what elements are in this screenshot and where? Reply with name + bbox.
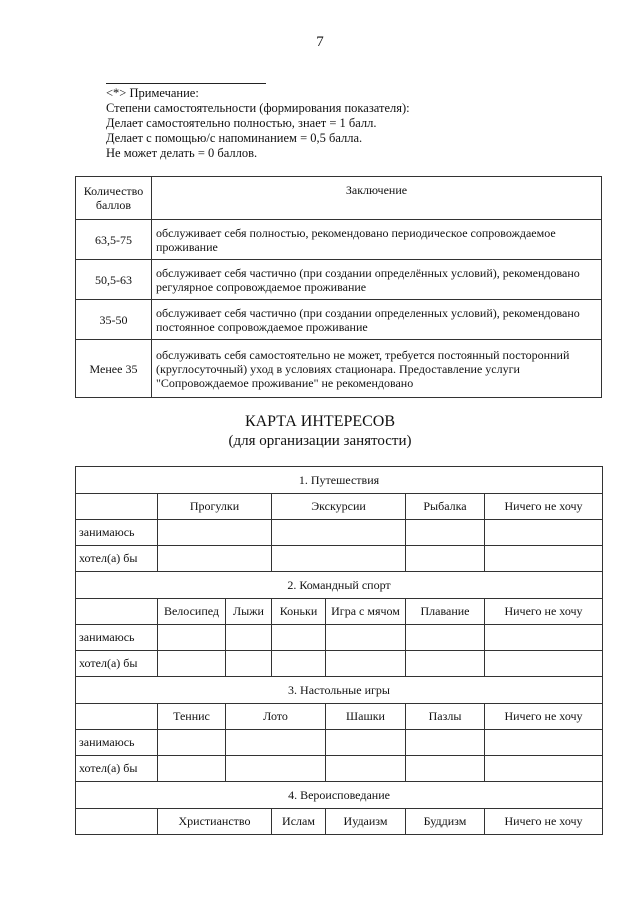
answer-cell[interactable]	[326, 625, 406, 651]
section-title: 1. Путешествия	[76, 467, 603, 494]
footnote-rule	[106, 83, 266, 84]
score-cell: 35-50	[76, 300, 152, 340]
empty-cell	[76, 599, 158, 625]
score-cell: Менее 35	[76, 340, 152, 398]
section-title: 3. Настольные игры	[76, 677, 603, 704]
interest-map-title: КАРТА ИНТЕРЕСОВ	[244, 413, 396, 430]
table-row	[76, 220, 602, 260]
row-label-doing: занимаюсь	[76, 730, 158, 756]
item-label: Буддизм	[406, 809, 485, 835]
answer-cell[interactable]	[406, 625, 485, 651]
answer-cell[interactable]	[158, 730, 226, 756]
item-label: Игра с мячом	[326, 599, 406, 625]
items-row	[76, 704, 603, 730]
page-number: 7	[316, 34, 324, 50]
answer-cell[interactable]	[158, 625, 226, 651]
row-label-doing: занимаюсь	[76, 625, 158, 651]
answer-cell[interactable]	[158, 520, 272, 546]
answer-cell[interactable]	[272, 520, 406, 546]
row-label-want: хотел(а) бы	[76, 651, 158, 677]
answer-cell[interactable]	[485, 520, 603, 546]
section-title: 4. Вероисповедание	[76, 782, 603, 809]
footnote-line: <*> Примечание:	[106, 86, 199, 100]
item-label: Теннис	[158, 704, 226, 730]
answer-row	[76, 756, 603, 782]
answer-cell[interactable]	[226, 730, 326, 756]
answer-cell[interactable]	[226, 651, 272, 677]
answer-cell[interactable]	[485, 730, 603, 756]
answer-cell[interactable]	[326, 756, 406, 782]
answer-cell[interactable]	[485, 756, 603, 782]
empty-cell	[76, 704, 158, 730]
interest-map-subtitle: (для организации занятости)	[228, 433, 412, 449]
item-label: Ничего не хочу	[485, 809, 603, 835]
answer-row	[76, 520, 603, 546]
answer-row	[76, 546, 603, 572]
table-row	[76, 300, 602, 340]
conclusion-cell: обслуживает себя частично (при создании определённых условий), рекомендовано регулярное сопровождаемое проживание	[152, 260, 602, 300]
section-title: 2. Командный спорт	[76, 572, 603, 599]
answer-row	[76, 730, 603, 756]
item-label: Коньки	[272, 599, 326, 625]
item-label: Лото	[226, 704, 326, 730]
answer-cell[interactable]	[272, 651, 326, 677]
section-header-row	[76, 572, 603, 599]
item-label: Ничего не хочу	[485, 704, 603, 730]
answer-cell[interactable]	[406, 730, 485, 756]
table-row	[76, 340, 602, 398]
item-label: Ничего не хочу	[485, 494, 603, 520]
empty-cell	[76, 494, 158, 520]
item-label: Ислам	[272, 809, 326, 835]
item-label: Христианство	[158, 809, 272, 835]
table-row	[76, 260, 602, 300]
section-header-row	[76, 467, 603, 494]
header-conclusion: Заключение	[152, 177, 602, 220]
answer-cell[interactable]	[158, 756, 226, 782]
answer-cell[interactable]	[326, 651, 406, 677]
item-label: Пазлы	[406, 704, 485, 730]
item-label: Велосипед	[158, 599, 226, 625]
answer-cell[interactable]	[226, 756, 326, 782]
score-cell: 50,5-63	[76, 260, 152, 300]
items-row	[76, 599, 603, 625]
score-table	[75, 176, 602, 398]
answer-cell[interactable]	[406, 756, 485, 782]
answer-cell[interactable]	[406, 520, 485, 546]
item-label: Иудаизм	[326, 809, 406, 835]
interest-map-table	[75, 466, 603, 835]
answer-cell[interactable]	[272, 625, 326, 651]
item-label: Прогулки	[158, 494, 272, 520]
item-label: Экскурсии	[272, 494, 406, 520]
items-row	[76, 809, 603, 835]
score-table-header	[76, 177, 602, 220]
empty-cell	[76, 809, 158, 835]
score-cell: 63,5-75	[76, 220, 152, 260]
answer-cell[interactable]	[158, 546, 272, 572]
footnote-line: Делает с помощью/с напоминанием = 0,5 балла.	[106, 131, 363, 145]
section-header-row	[76, 677, 603, 704]
answer-cell[interactable]	[485, 625, 603, 651]
footnote-line: Делает самостоятельно полностью, знает = 1 балл.	[106, 116, 377, 130]
footnote-line: Степени самостоятельности (формирования показателя):	[106, 101, 410, 115]
item-label: Ничего не хочу	[485, 599, 603, 625]
item-label: Рыбалка	[406, 494, 485, 520]
answer-cell[interactable]	[406, 546, 485, 572]
answer-cell[interactable]	[326, 730, 406, 756]
answer-cell[interactable]	[272, 546, 406, 572]
item-label: Лыжи	[226, 599, 272, 625]
answer-cell[interactable]	[158, 651, 226, 677]
answer-cell[interactable]	[226, 625, 272, 651]
conclusion-cell: обслуживает себя полностью, рекомендовано периодическое сопровождаемое проживание	[152, 220, 602, 260]
conclusion-cell: обслуживать себя самостоятельно не может, требуется постоянный посторонний (круглосуточный) уход в условиях стационара. Предоставление услуги "Сопровождаемое проживание" не рекомендовано	[152, 340, 602, 398]
row-label-want: хотел(а) бы	[76, 546, 158, 572]
answer-row	[76, 651, 603, 677]
answer-cell[interactable]	[406, 651, 485, 677]
conclusion-cell: обслуживает себя частично (при создании определенных условий), рекомендовано постоянное сопровождаемое проживание	[152, 300, 602, 340]
footnote	[106, 86, 410, 161]
row-label-want: хотел(а) бы	[76, 756, 158, 782]
item-label: Шашки	[326, 704, 406, 730]
items-row	[76, 494, 603, 520]
answer-row	[76, 625, 603, 651]
item-label: Плавание	[406, 599, 485, 625]
footnote-line: Не может делать = 0 баллов.	[106, 146, 258, 160]
answer-cell[interactable]	[485, 546, 603, 572]
header-score: Количество баллов	[76, 177, 152, 220]
section-header-row	[76, 782, 603, 809]
row-label-doing: занимаюсь	[76, 520, 158, 546]
answer-cell[interactable]	[485, 651, 603, 677]
